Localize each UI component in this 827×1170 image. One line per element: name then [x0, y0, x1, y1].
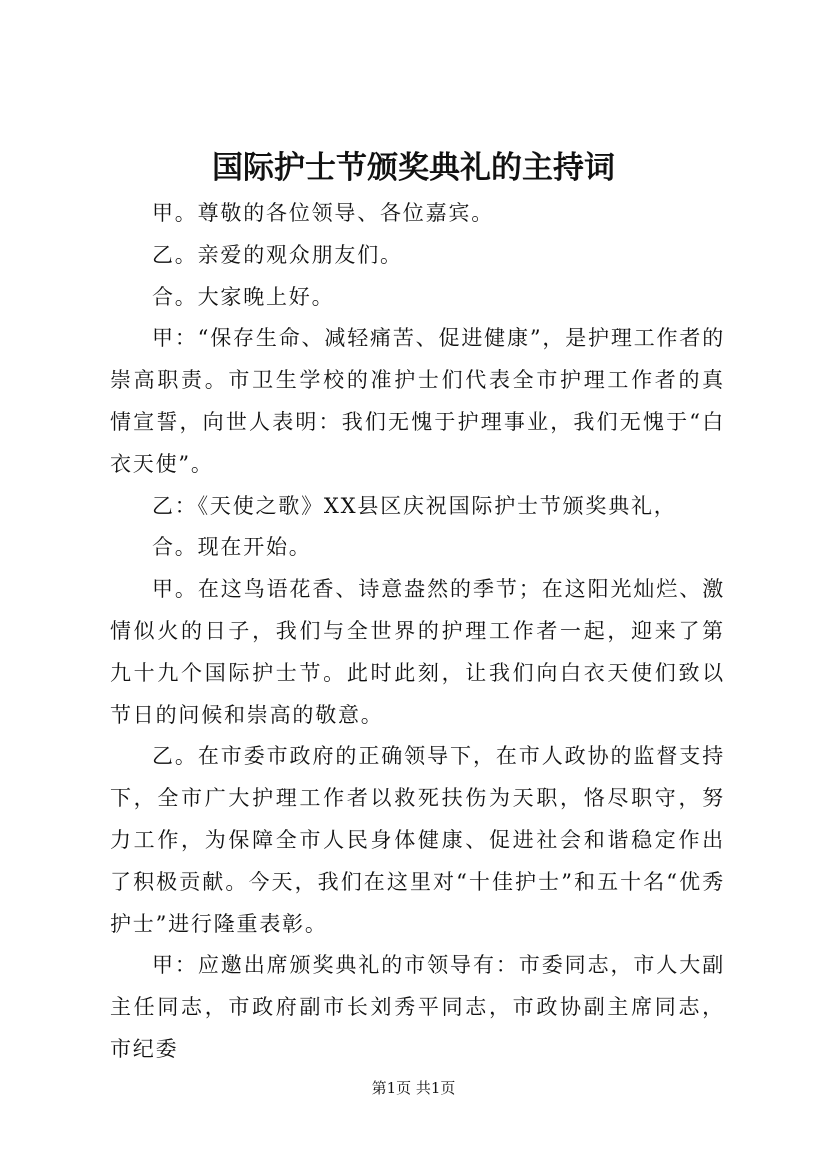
page-footer: 第1页 共1页 — [371, 1079, 456, 1097]
document-title: 国际护士节颁奖典礼的主持词 — [212, 150, 615, 186]
document-body — [110, 193, 725, 1071]
paragraph-start: 合。现在开始。 — [152, 535, 312, 560]
paragraph-greeting-yi: 乙。亲爱的观众朋友们。 — [152, 242, 403, 267]
paragraph-nurse-oath: 甲：“保存生命、减轻痛苦、促进健康”，是护理工作者的崇高职责。市卫生学校的准护士们代表全市护理工作者的真情宣誓，向世人表明：我们无愧于护理事业，我们无愧于“白衣天使”。 — [110, 326, 725, 476]
paragraph-greeting-he: 合。大家晚上好。 — [152, 284, 335, 309]
paragraph-season: 甲。在这鸟语花香、诗意盎然的季节；在这阳光灿烂、激情似火的日子，我们与全世界的护理工作者一起，迎来了第九十九个国际护士节。此时此刻，让我们向白衣天使们致以节日的问候和崇高的敬意。 — [110, 577, 725, 727]
paragraph-ceremony-name: 乙：《天使之歌》XX县区庆祝国际护士节颁奖典礼， — [152, 493, 677, 518]
paragraph-guests: 甲：应邀出席颁奖典礼的市领导有：市委同志，市人大副主任同志，市政府副市长刘秀平同志，市政协副主席同志，市纪委 — [110, 953, 725, 1061]
paragraph-leadership: 乙。在市委市政府的正确领导下，在市人政协的监督支持下，全市广大护理工作者以救死扶伤为天职，恪尽职守，努力工作，为保障全市人民身体健康、促进社会和谐稳定作出了积极贡献。今天，我们在这里对“十佳护士”和五十名“优秀护士”进行隆重表彰。 — [110, 744, 725, 936]
paragraph-greeting-jia: 甲。尊敬的各位领导、各位嘉宾。 — [152, 201, 494, 225]
